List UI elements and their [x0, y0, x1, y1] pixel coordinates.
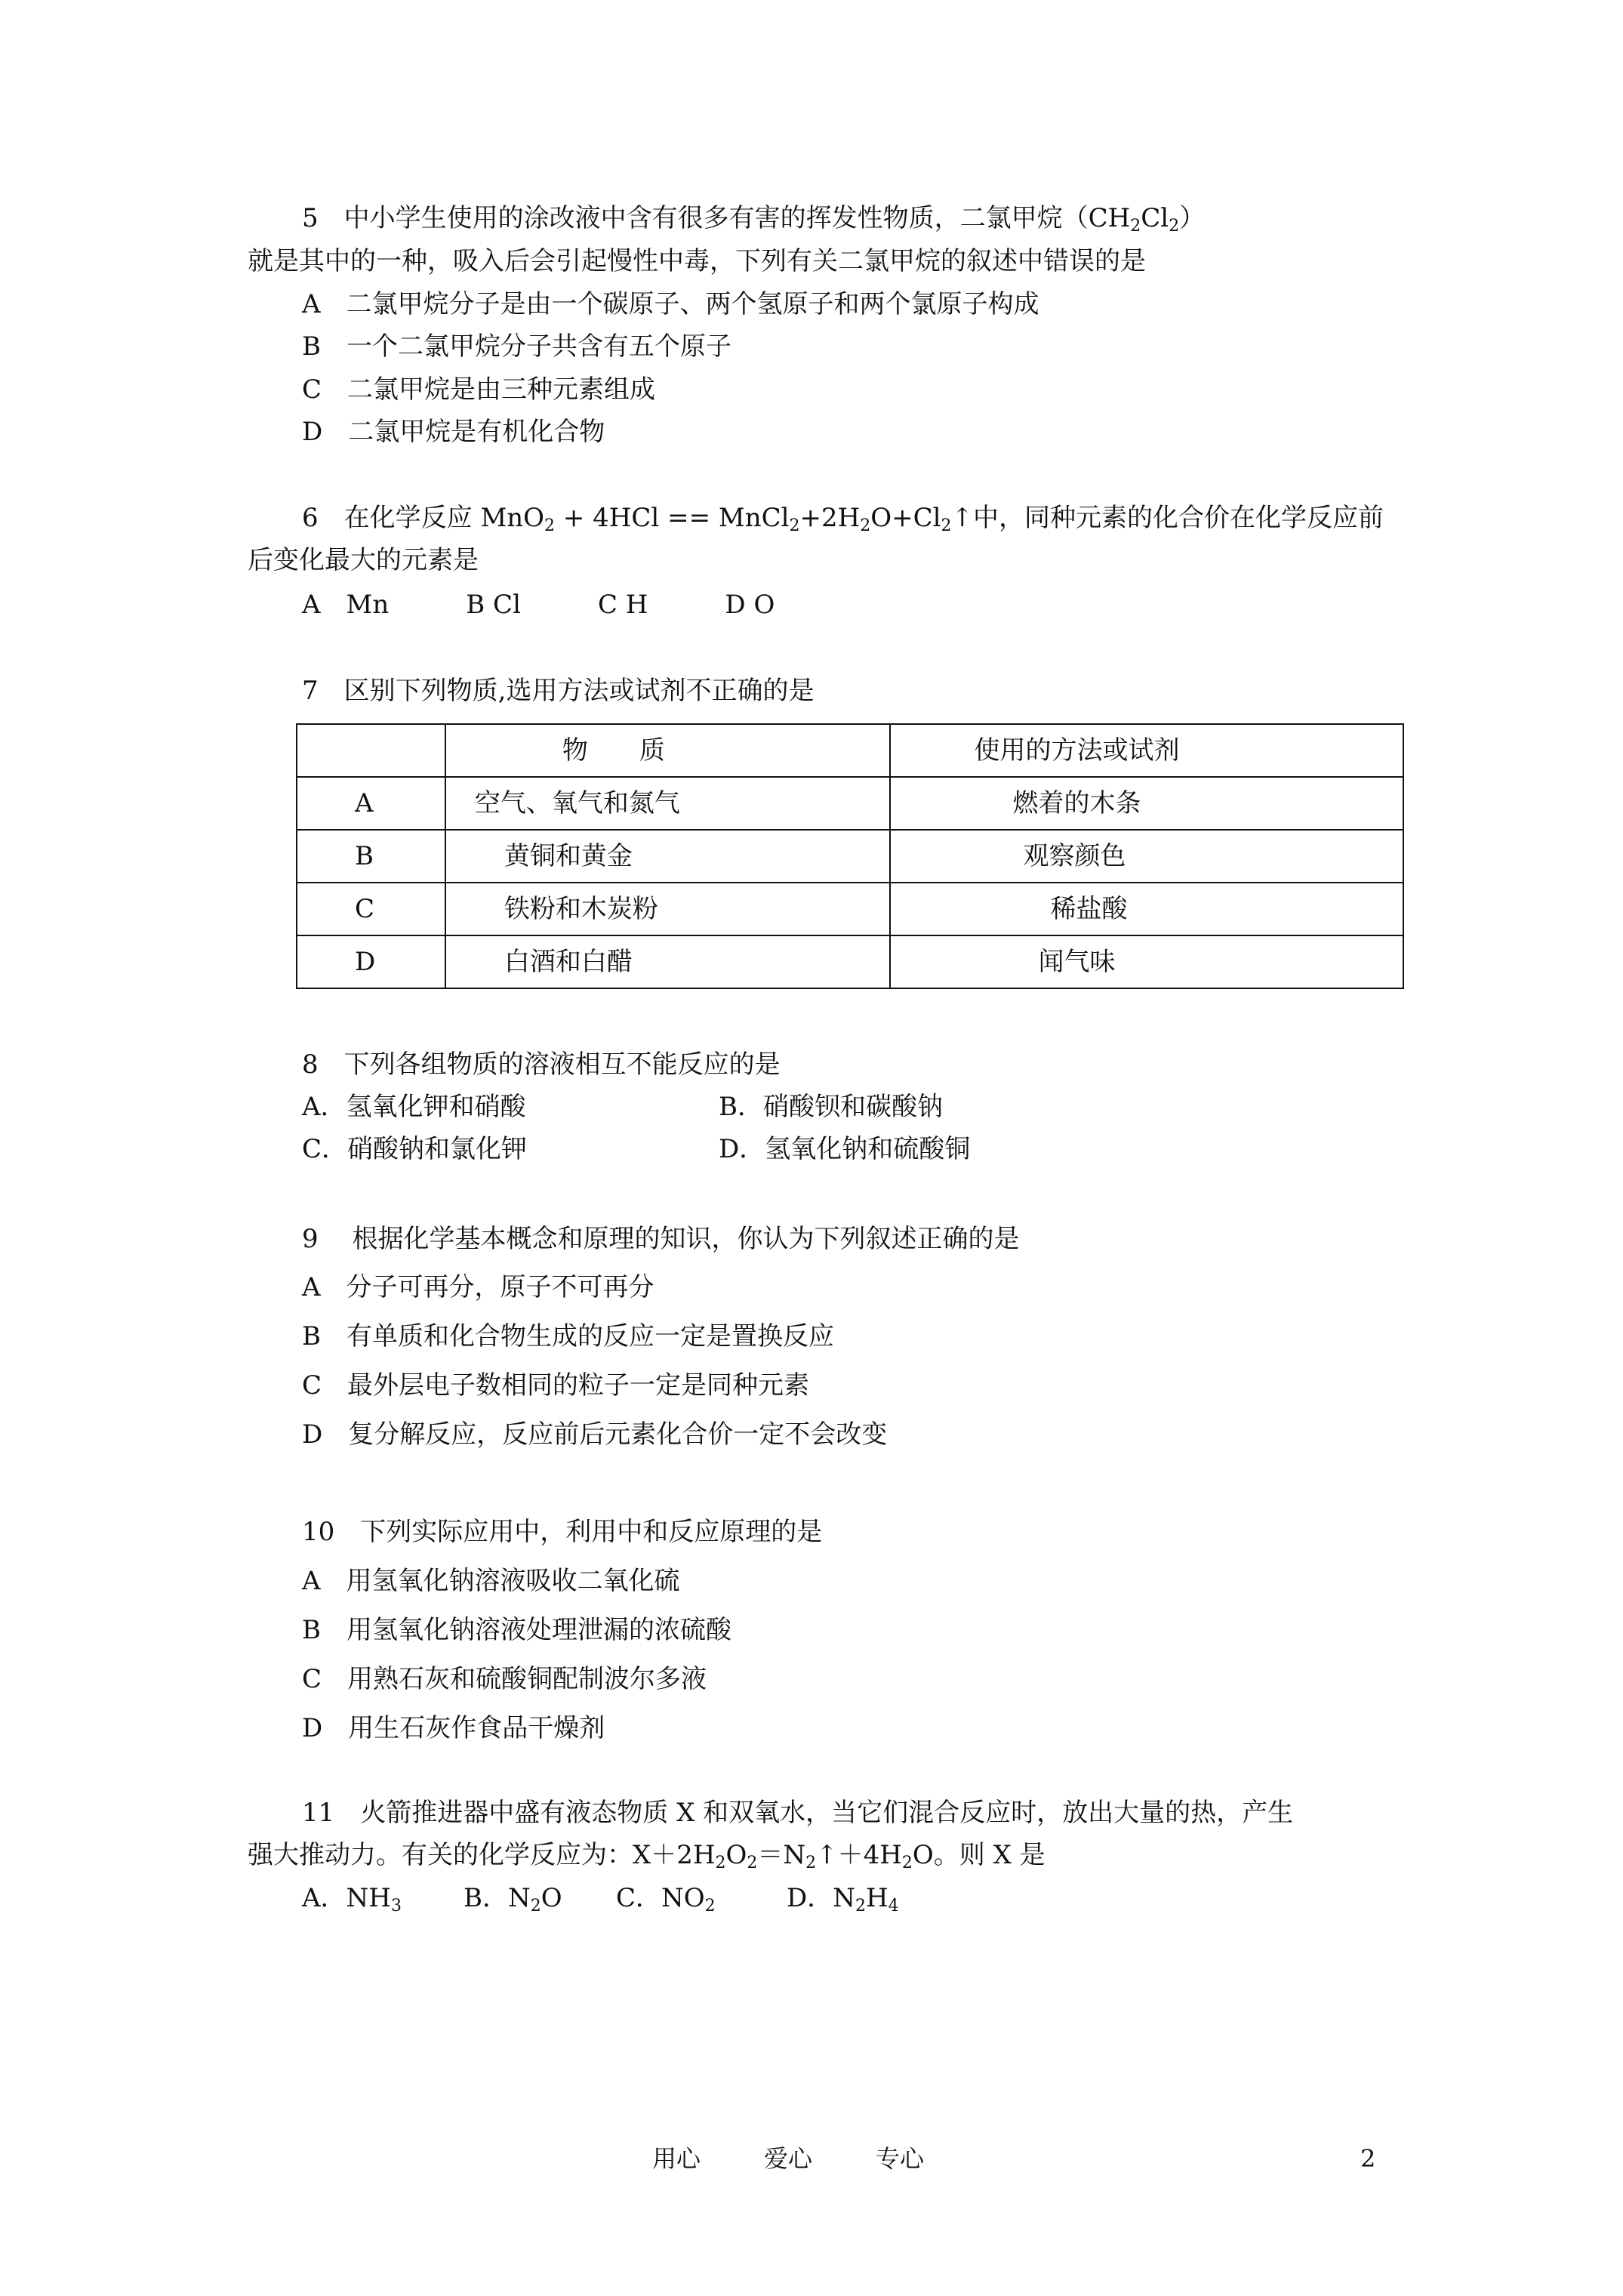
q10-option-b: B 用氢氧化钠溶液处理泄漏的浓硫酸	[302, 1615, 731, 1645]
q10-option-d: D 用生石灰作食品干燥剂	[302, 1713, 605, 1743]
footer-motto-2: 爱心	[764, 2144, 813, 2173]
q9-option-c: C 最外层电子数相同的粒子一定是同种元素	[302, 1370, 810, 1401]
q11-subscript: 2	[901, 1854, 913, 1872]
q11-option-c: C．$NO_2$	[616, 1883, 716, 1915]
q9-option-a: A 分子可再分，原子不可再分	[302, 1272, 654, 1302]
q6-stem-line1	[302, 503, 1384, 535]
q10-option-a: A 用氢氧化钠溶液吸收二氧化硫	[302, 1566, 680, 1596]
q11-stem-line2	[248, 1840, 1046, 1872]
q11-text: O	[725, 1840, 747, 1870]
q11-subscript: 2	[715, 1854, 726, 1872]
q8-option-d: D．氢氧化钠和硫酸铜	[719, 1134, 971, 1164]
page-number: 2	[1360, 2144, 1376, 2173]
q6-subscript: 2	[789, 516, 800, 535]
q9-option-b: B 有单质和化合物生成的反应一定是置换反应	[302, 1321, 834, 1351]
table-row	[297, 883, 1403, 935]
table-header-cell: 使用的方法或试剂	[890, 724, 1403, 777]
table-row	[297, 830, 1403, 883]
table-row	[297, 724, 1403, 777]
table-cell: 铁粉和木炭粉	[445, 883, 890, 935]
q8-option-c: C．硝酸钠和氯化钾	[302, 1134, 528, 1164]
q5-stem-line2: 就是其中的一种，吸入后会引起慢性中毒，下列有关二氯甲烷的叙述中错误的是	[248, 246, 1146, 276]
q5-paren: ）	[1179, 203, 1206, 233]
q6-text: O+Cl	[870, 503, 941, 533]
table-row	[297, 777, 1403, 830]
q11-option-a: A．$NH_3$	[302, 1883, 402, 1915]
table-cell: 空气、氧气和氮气	[445, 777, 890, 830]
q6-subscript: 2	[860, 516, 871, 535]
q6-text: + 4HCl == MnCl	[555, 503, 790, 533]
table-cell: 燃着的木条	[890, 777, 1403, 830]
q10-stem: 10 下列实际应用中，利用中和反应原理的是	[302, 1517, 823, 1547]
q10-option-c: C 用熟石灰和硫酸铜配制波尔多液	[302, 1664, 707, 1694]
q6-stem-line2: 后变化最大的元素是	[248, 545, 479, 575]
table-cell: 观察颜色	[890, 830, 1403, 883]
table-cell: 黄铜和黄金	[445, 830, 890, 883]
footer-motto-1: 用心	[652, 2144, 701, 2173]
q5-option-d: D 二氯甲烷是有机化合物	[302, 417, 605, 447]
footer-motto-3: 专心	[876, 2144, 925, 2173]
q9-stem: 9 根据化学基本概念和原理的知识，你认为下列叙述正确的是	[302, 1224, 1020, 1254]
table-cell: C	[297, 883, 445, 935]
q5-option-c: C 二氯甲烷是由三种元素组成	[302, 374, 656, 405]
q5-option-a: A 二氯甲烷分子是由一个碳原子、两个氢原子和两个氯原子构成	[302, 289, 1039, 319]
table-cell: 闻气味	[890, 935, 1403, 988]
q6-text: ↑中，同种元素的化合价在化学反应前	[951, 503, 1384, 533]
q5-subscript: 2	[1130, 217, 1141, 236]
q7-table	[296, 723, 1404, 989]
q6-text: +2H	[799, 503, 861, 533]
table-cell: 稀盐酸	[890, 883, 1403, 935]
q9-option-d: D 复分解反应，反应前后元素化合价一定不会改变	[302, 1419, 888, 1450]
q11-stem-line1: 11 火箭推进器中盛有液态物质 X 和双氧水，当它们混合反应时，放出大量的热，产生	[302, 1798, 1294, 1828]
table-cell: 白酒和白醋	[445, 935, 890, 988]
q6-subscript: 2	[941, 516, 952, 535]
q11-option-b: B．$N_2O$	[463, 1883, 562, 1915]
q11-text: O。则 X 是	[912, 1840, 1046, 1870]
q6-text: 6 在化学反应 MnO	[302, 503, 545, 533]
q11-subscript: 2	[805, 1854, 817, 1872]
q11-text: ↑＋4H	[816, 1840, 902, 1870]
table-row	[297, 935, 1403, 988]
q6-options: A Mn B Cl C H D O	[302, 590, 775, 620]
q11-subscript: 2	[747, 1854, 758, 1872]
q8-option-a: A．氢氧化钾和硝酸	[302, 1092, 526, 1122]
table-cell: B	[297, 830, 445, 883]
q8-stem: 8 下列各组物质的溶液相互不能反应的是	[302, 1049, 781, 1080]
q5-option-b: B 一个二氯甲烷分子共含有五个原子	[302, 331, 731, 362]
q8-option-b: B．硝酸钡和碳酸钠	[719, 1092, 943, 1122]
q6-subscript: 2	[544, 516, 556, 535]
table-header-cell: 物 质	[445, 724, 890, 777]
table-cell: D	[297, 935, 445, 988]
q5-subscript: 2	[1169, 217, 1180, 236]
q5-stem-text: 5 中小学生使用的涂改液中含有很多有害的挥发性物质，二氯甲烷（CH	[302, 203, 1131, 233]
table-header-cell	[297, 724, 445, 777]
table-cell: A	[297, 777, 445, 830]
q5-stem-line1	[302, 203, 1206, 236]
q11-text: 强大推动力。有关的化学反应为：X＋2H	[248, 1840, 716, 1870]
q5-formula-text: Cl	[1141, 203, 1169, 233]
q11-option-d: D．$N_2H_4$	[787, 1883, 899, 1915]
q11-text: ＝N	[757, 1840, 806, 1870]
q7-stem: 7 区别下列物质,选用方法或试剂不正确的是	[302, 676, 815, 706]
